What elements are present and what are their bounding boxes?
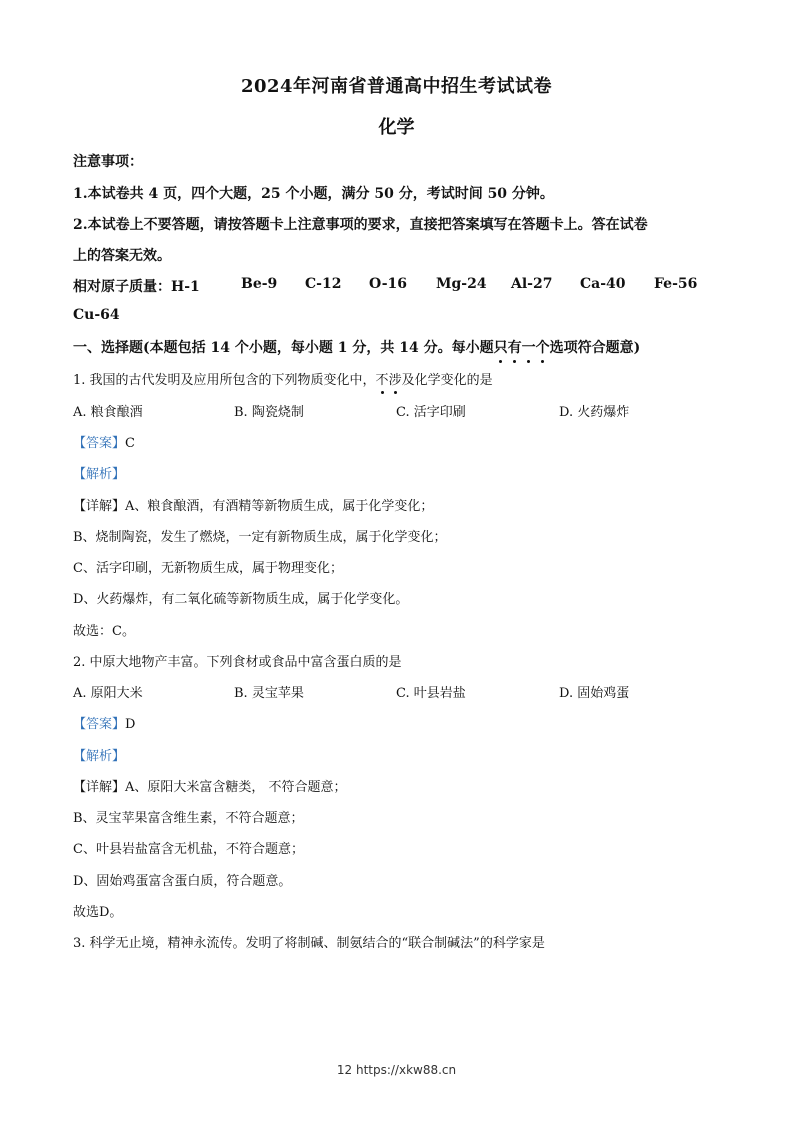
notes-item-1: 1.本试卷共 4 页，四个大题，25 个小题，满分 50 分，考试时间 50 分钟。 [73,186,554,202]
emphasis-dot-char: 涉 [389,369,402,388]
option-c: C. 叶县岩盐 [396,686,466,701]
question-2-analysis-label: 【解析】 [73,749,126,764]
question-1-detail-line: 【详解】A、粮食酿酒，有酒精等新物质生成，属于化学变化； [73,499,434,514]
section-heading [73,337,640,357]
question-2-answer [73,713,135,732]
atomic-mass-item: Al-27 [511,276,553,292]
question-2-detail-line: 【详解】A、原阳大米富含糖类， 不符合题意； [73,780,347,795]
question-1-analysis-label: 【解析】 [73,467,126,482]
question-3-stem: 3. 科学无止境，精神永流传。发明了将制碱、制氨结合的“联合制碱法”的科学家是 [73,936,545,951]
answer-label: 【答案】 [73,717,126,732]
atomic-mass-item: Fe-56 [654,276,698,292]
option-c: C. 活字印刷 [396,405,466,420]
atomic-mass-item: O-16 [369,276,408,292]
atomic-mass-label: 相对原子质量：H-1 [73,279,200,295]
emphasis-dot-char: 不 [376,369,389,388]
question-2-detail-line: B、灵宝苹果富含维生素，不符合题意； [73,811,304,826]
option-b: B. 陶瓷烧制 [234,405,304,420]
subject-title: 化学 [378,117,415,138]
notes-item-2-line-1: 2.本试卷上不要答题，请按答题卡上注意事项的要求，直接把答案填写在答题卡上。答在试卷 [73,217,648,233]
question-1-stem [73,369,493,388]
atomic-mass-last: Cu-64 [73,307,120,323]
page-footer: 12 https://xkw88.cn [336,1063,457,1077]
option-a: A. 原阳大米 [73,686,143,701]
question-1-detail-line: C、活字印刷，无新物质生成，属于物理变化； [73,561,343,576]
option-b: B. 灵宝苹果 [234,686,304,701]
question-1-answer [73,432,135,451]
atomic-mass-item: C-12 [305,276,342,292]
question-1-conclusion: 故选：C。 [73,624,135,639]
question-2-detail-line: D、固始鸡蛋富含蛋白质，符合题意。 [73,874,292,889]
notes-heading: 注意事项： [73,154,143,170]
section-heading-text: 选项符合题意) [549,340,641,356]
atomic-mass-item: Be-9 [241,276,278,292]
question-1-detail-line: D、火药爆炸，有二氧化硫等新物质生成，属于化学变化。 [73,592,409,607]
emphasis-dot-char: 一 [522,337,536,357]
emphasis-dot-char: 只 [494,337,508,357]
emphasis-dot-char: 有 [508,337,522,357]
emphasis-dot-char: 个 [536,337,550,357]
option-a: A. 粮食酿酒 [73,405,143,420]
atomic-mass-item: Ca-40 [580,276,626,292]
answer-value: D [125,717,136,732]
question-2-stem: 2. 中原大地物产丰富。下列食材或食品中富含蛋白质的是 [73,655,402,670]
question-2-detail-line: C、叶县岩盐富含无机盐，不符合题意； [73,842,304,857]
question-1-stem-text: 1. 我国的古代发明及应用所包含的下列物质变化中， [73,373,376,388]
answer-value: C [125,436,135,451]
option-d: D. 固始鸡蛋 [559,686,630,701]
answer-label: 【答案】 [73,436,126,451]
question-1-options [73,401,713,421]
atomic-mass-item: Mg-24 [436,276,487,292]
question-2-conclusion: 故选D。 [73,905,123,920]
notes-item-2-line-2: 上的答案无效。 [73,248,171,264]
question-1-detail-line: B、烧制陶瓷，发生了燃烧，一定有新物质生成，属于化学变化； [73,530,447,545]
option-d: D. 火药爆炸 [559,405,630,420]
question-1-stem-text: 及化学变化的是 [401,373,493,388]
exam-title: 2024年河南省普通高中招生考试试卷 [240,76,553,97]
question-2-options [73,682,713,702]
section-heading-text: 一、选择题(本题包括 14 个小题，每小题 1 分，共 14 分。每小题 [73,340,494,356]
